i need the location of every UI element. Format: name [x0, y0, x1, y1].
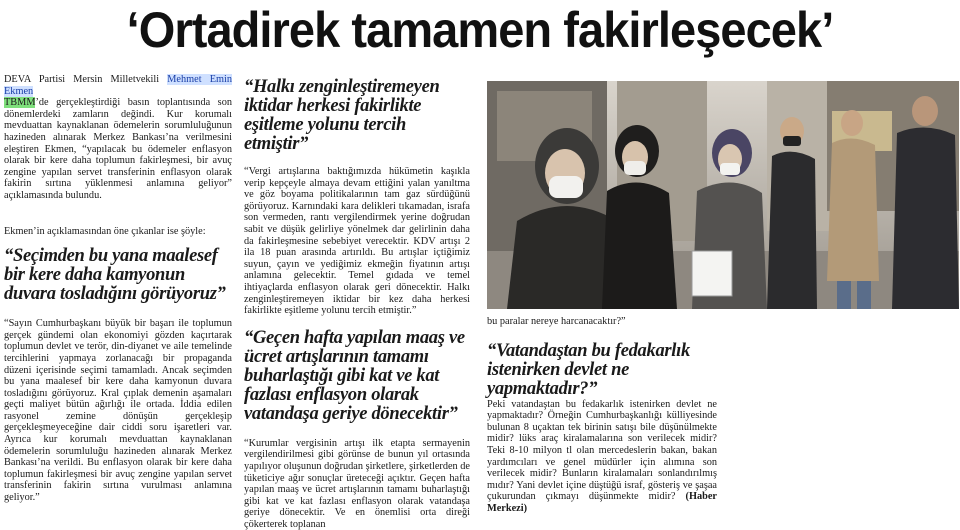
- subheading-3: “Geçen hafta yapılan maaş ve ücret artışlarının tamamı buharlaştığı gibi kat ve kat fazlası enflasyon olarak vatandaşa geriye dönecektir”: [244, 327, 465, 424]
- continuation-text: bu paralar nereye harcanacaktır?”: [487, 316, 626, 327]
- tbmm-highlight: TBMM: [4, 97, 36, 109]
- quote-paragraph-4-text: Peki vatandaştan bu fedakarlık istenirken devlet ne yapmaktadır? Örneğin Cumhurbaşkanlığı külliyesinde bulunan 8 uçaktan tek birinin satışı bile düşünülmekte midir? lüks araç kiralamalarına son verilecek midir? Teki 8-10 milyon tl olan mercedeslerin bakan, bakan yardımcıları ve genel müdürler için alımına son verilecek midir? Bunların kiralamaları sonlandırılmış mıdır? Yani devlet içine düştüğü israf, gösteriş ve şaşaa çukurundan çıkmayı düşünmekte midir?: [487, 398, 717, 503]
- intro-rest: ’de gerçekleştirdiği basın toplantısında son dönemlerdeki zamların değindi. Kur korumalı mevduattan kaynaklanan ödemelerin sorumluluğunun hazineden alınarak Merkez Bankası’na verilmesini eleştiren Ekmen, “yapılacak bu ödemeler enflasyon olarak bir kere daha toplumun fakirleşmesi, bir avuç zengine yapılan servet transferinin enflasyon olarak fakirin sırtına yüklenmesi anlamına geliyor” açıklamasında bulundu.: [4, 97, 232, 201]
- quote-paragraph-4: [487, 399, 717, 515]
- column-2: [244, 78, 470, 530]
- quote-paragraph-2: “Vergi artışlarına baktığımızda hükümetin kaşıkla verip kepçeyle almaya devam ettiğini yalan yanıltma ve göz boyama politikalarının tam gaz sürdüğünü görüyoruz. Karnındaki kara delikleri tıkamadan, israfa son vermeden, rantı vergilendirmek yerine doğrudan sabit ve düşük gelirliye yönelmek dar gelirlinin daha da fakirleşmesine sebebiyet verecektir. KDV artışı 2 ila 18 puan arasında artırıldı. Bu artışlar içtiğimiz suyun, çayın ve yediğimiz ekmeğin fiyatının artışı anlamına gelecektir. Temel gıdada ve temel ihtiyaçlarda enflasyon olarak geri dönecektir. Halkı zenginleştiremeyen iktidar bir kez daha herkesi fakirlikte eşitleme yolunu tercih etmiştir.”: [244, 166, 470, 317]
- subheading-2: “Halkı zenginleştiremeyen iktidar herkesi fakirlikte eşitleme yolunu tercih etmiştir”: [244, 77, 440, 154]
- quote-paragraph-3: “Kurumlar vergisinin artışı ilk etapta sermayenin vergilendirilmesi gibi görünse de bunun yıl ortasında yapılıyor oluşunun doğrudan şirketlere, şirketlerden de tüketiciye ağır sonuçlar üreteceği açıktır. Geçen hafta yapılan maaş ve ücret artışlarının tamamı buharlaştığı gibi kat ve kat fazlası enflasyon olarak vatandaşa geriye dönecektir. Ve en önemlisi orta direği çökerterek toplanan: [244, 437, 470, 530]
- intro-text: DEVA Partisi Mersin Milletvekili: [4, 74, 168, 85]
- subheading-1: “Seçimden bu yana maalesef bir kere daha kamyonun duvara tosladığını görüyoruz”: [4, 246, 226, 305]
- person-name-highlight: Mehmet Emin Ekmen: [4, 74, 233, 97]
- street-scene-image: [487, 81, 959, 309]
- signature: (Haber Merkezi): [487, 491, 717, 514]
- column-1: [4, 74, 232, 504]
- lead-in-paragraph: Ekmen’in açıklamasından öne çıkanlar ise şöyle:: [4, 225, 206, 237]
- subheading-4: “Vatandaştan bu fedakarlık istenirken devlet ne yapmaktadır?”: [487, 340, 690, 399]
- street-photo: [487, 81, 959, 309]
- intro-paragraph: [4, 74, 232, 202]
- headline: ‘Ortadirek tamamen fakirleşecek’: [126, 2, 834, 58]
- quote-paragraph-1: “Sayın Cumhurbaşkanı büyük bir başarı ile toplumun gerçek gündemi olan ekonomiyi gözden kaçırtarak toplumun devlet ve terör, din-diyanet ve aile temelinde tercihlerini yapmaya zorlanacağı bir propaganda düzeni içerisinde seçimi tamamladı. Ancak seçimden bu yana maalesef bir kere daha kamyonun duvara tosladığını görüyoruz. Kral çıplak demenin aşamaları geçti maliyet bütün ağırlığı ile ortada. İddia edilen rasyonel zemine dönüşün gerçekleşip gerçekleşmeyeceğine dair ciddi soru işaretleri var. Ayrıca kur korumalı mevduattan kaynaklanan ödemelerin sorumluluğu hazineden alınarak Merkez Bankası’na verildi. Bu enflasyon olarak bir kere daha toplumun fakirleşmesi bir avuç zengine yapılan servet transferinin fakirin sırtına vurulması anlamına geliyor.”: [4, 318, 232, 504]
- column-3: [487, 316, 956, 515]
